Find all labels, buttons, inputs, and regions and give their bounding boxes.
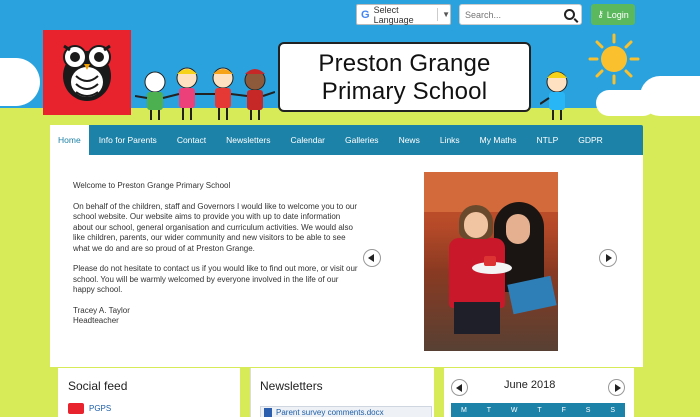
social-feed-section bbox=[58, 368, 240, 417]
arrow-right-icon bbox=[606, 254, 612, 262]
weekday-label: T bbox=[537, 406, 542, 414]
weekday-label: T bbox=[486, 406, 491, 414]
document-icon bbox=[264, 408, 272, 417]
calendar-month: June 2018 bbox=[504, 379, 556, 391]
nav-item-newsletters[interactable]: Newsletters bbox=[226, 135, 271, 145]
nav-item-contact[interactable]: Contact bbox=[176, 135, 207, 145]
sun-icon bbox=[588, 33, 640, 85]
welcome-panel bbox=[50, 155, 643, 367]
language-label: Select Language bbox=[373, 4, 414, 25]
cloud bbox=[596, 90, 656, 116]
slider-prev-button[interactable] bbox=[363, 249, 381, 267]
nav-item-news[interactable]: News bbox=[398, 135, 420, 145]
newsletter-item-label: Parent survey comments.docx bbox=[276, 407, 384, 417]
child-illustration bbox=[540, 70, 575, 122]
login-button[interactable] bbox=[591, 4, 635, 25]
children-illustration bbox=[135, 62, 275, 122]
slider-next-button[interactable] bbox=[599, 249, 617, 267]
welcome-heading: Welcome to Preston Grange Primary School bbox=[73, 181, 231, 190]
social-feed-title: Social feed bbox=[68, 379, 128, 393]
welcome-paragraph-1: On behalf of the children, staff and Governors I would like to welcome you to our school website. Our website aims to provide you with up to date information about our school, general organisation and curriculum activities. We would also like children, parents, our wider community and new visitors to be able to see what we do and are so proud of at Preston Grange. bbox=[73, 201, 358, 253]
top-bar bbox=[0, 4, 700, 26]
calendar-next-button[interactable] bbox=[608, 379, 625, 396]
welcome-paragraph-2: Please do not hesitate to contact us if you would like to find out more, or visit our school. You will be warmly welcomed by everyone involved in the life of our happy school. bbox=[73, 264, 358, 294]
newsletters-section bbox=[250, 368, 434, 417]
divider bbox=[437, 8, 438, 21]
arrow-right-icon bbox=[615, 384, 621, 392]
weekday-label: S bbox=[585, 406, 591, 414]
nav-item-galleries[interactable]: Galleries bbox=[345, 135, 379, 145]
calendar-prev-button[interactable] bbox=[451, 379, 468, 396]
weekday-label: S bbox=[610, 406, 616, 414]
school-name-line1: Preston Grange bbox=[318, 50, 491, 77]
main-navigation bbox=[50, 125, 643, 155]
search-icon[interactable] bbox=[564, 9, 575, 20]
search-box bbox=[459, 4, 582, 25]
nav-item-my-maths[interactable]: My Maths bbox=[479, 135, 517, 145]
key-icon: ⚷ bbox=[597, 9, 604, 19]
arrow-left-icon bbox=[456, 384, 462, 392]
nav-item-home[interactable]: Home bbox=[50, 125, 89, 155]
feed-item[interactable] bbox=[68, 403, 111, 414]
feed-item-label: PGPS bbox=[89, 404, 112, 413]
school-logo-icon bbox=[68, 403, 84, 414]
arrow-left-icon bbox=[368, 254, 374, 262]
nav-item-gdpr[interactable]: GDPR bbox=[578, 135, 603, 145]
language-select[interactable] bbox=[356, 4, 451, 25]
slider-photo bbox=[424, 172, 558, 351]
school-title-board bbox=[278, 42, 531, 112]
weekday-label: M bbox=[460, 406, 467, 414]
nav-item-links[interactable]: Links bbox=[439, 135, 460, 145]
signature-role: Headteacher bbox=[73, 316, 119, 325]
caret-down-icon: ▼ bbox=[442, 10, 450, 19]
weekday-label: W bbox=[510, 406, 518, 414]
welcome-text bbox=[73, 181, 358, 327]
weekday-label: F bbox=[561, 406, 566, 414]
newsletter-item[interactable] bbox=[260, 406, 432, 417]
login-label: Login bbox=[606, 9, 629, 20]
search-input[interactable] bbox=[460, 6, 560, 23]
owl-icon bbox=[58, 40, 116, 102]
google-icon: G bbox=[361, 8, 370, 21]
calendar-section bbox=[444, 368, 634, 417]
nav-item-info-for-parents[interactable]: Info for Parents bbox=[98, 135, 157, 145]
newsletters-title: Newsletters bbox=[260, 379, 323, 393]
calendar-weekday-header bbox=[451, 403, 625, 417]
nav-item-ntlp[interactable]: NTLP bbox=[536, 135, 559, 145]
signature-name: Tracey A. Taylor bbox=[73, 305, 130, 315]
school-logo[interactable] bbox=[43, 30, 131, 115]
school-name-line2: Primary School bbox=[321, 78, 488, 105]
nav-item-calendar[interactable]: Calendar bbox=[290, 135, 326, 145]
